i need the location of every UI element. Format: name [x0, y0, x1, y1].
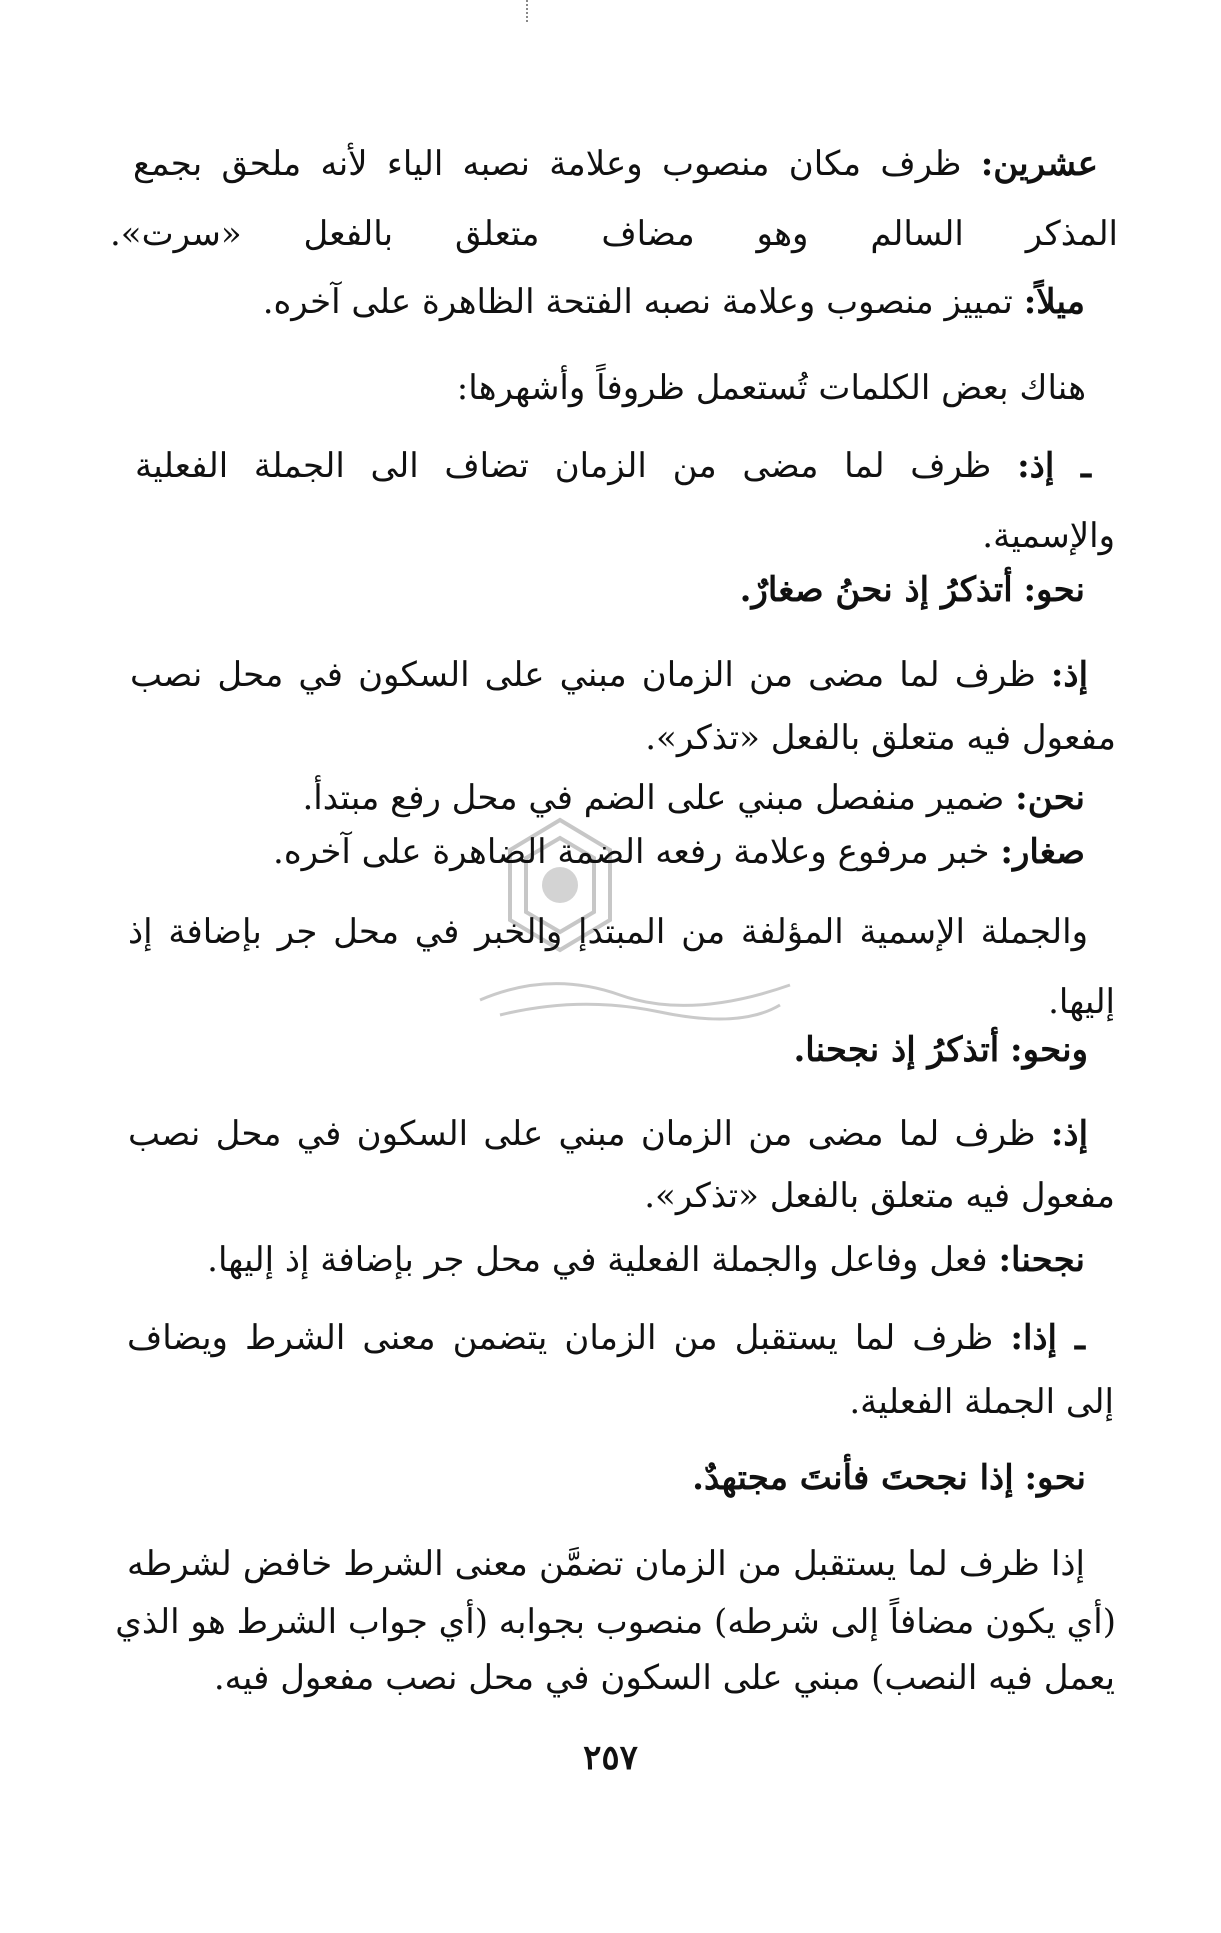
- text-line: عشرين: ظرف مكان منصوب وعلامة نصبه الياء لأنه ملحق بجمع: [133, 144, 1098, 184]
- text-line: والجملة الإسمية المؤلفة من المبتدإ والخبر في محل جر بإضافة إذ: [128, 912, 1088, 952]
- text-line: إذ: ظرف لما مضى من الزمان مبني على السكون في محل نصب: [128, 1114, 1089, 1154]
- text-line: إذا ظرف لما يستقبل من الزمان تضمَّن معنى الشرط خافض لشرطه: [127, 1544, 1085, 1584]
- text-line: نحو: إذا نجحتَ فأنتَ مجتهدٌ.: [692, 1458, 1086, 1498]
- text-line: ـ إذا: ظرف لما يستقبل من الزمان يتضمن معنى الشرط ويضاف: [127, 1318, 1085, 1358]
- text-line: إلى الجملة الفعلية.: [849, 1382, 1114, 1422]
- text-line: ـ إذ: ظرف لما مضى من الزمان تضاف الى الجملة الفعلية: [135, 446, 1091, 486]
- text-line: ميلاً: تمييز منصوب وعلامة نصبه الفتحة الظاهرة على آخره.: [262, 282, 1085, 322]
- text-line: نحن: ضمير منفصل مبني على الضم في محل رفع مبتدأ.: [302, 778, 1085, 818]
- text-line: يعمل فيه النصب) مبني على السكون في محل نصب مفعول فيه.: [213, 1658, 1115, 1698]
- text-line: مفعول فيه متعلق بالفعل «تذكر».: [645, 718, 1116, 758]
- text-line: والإسمية.: [982, 516, 1115, 556]
- text-line: إذ: ظرف لما مضى من الزمان مبني على السكون في محل نصب: [130, 655, 1089, 695]
- text-line: نجحنا: فعل وفاعل والجملة الفعلية في محل جر بإضافة إذ إليها.: [207, 1240, 1085, 1280]
- text-line: (أي يكون مضافاً إلى شرطه) منصوب بجوابه (أي جواب الشرط هو الذي: [115, 1602, 1116, 1642]
- text-line: نحو: أتذكرُ إذ نحنُ صغارٌ.: [739, 570, 1085, 610]
- text-line: ونحو: أتذكرُ إذ نجحنا.: [793, 1030, 1088, 1070]
- scan-mark: [526, 0, 530, 22]
- page-number: ٢٥٧: [583, 1738, 638, 1778]
- text-line: المذكر السالم وهو مضاف متعلق بالفعل «سرت».: [110, 214, 1118, 254]
- text-line: مفعول فيه متعلق بالفعل «تذكر».: [644, 1176, 1115, 1216]
- text-line: هناك بعض الكلمات تُستعمل ظروفاً وأشهرها:: [456, 368, 1086, 408]
- text-line: إليها.: [1048, 982, 1115, 1022]
- text-line: صغار: خبر مرفوع وعلامة رفعه الضمة الضاهرة على آخره.: [273, 832, 1085, 872]
